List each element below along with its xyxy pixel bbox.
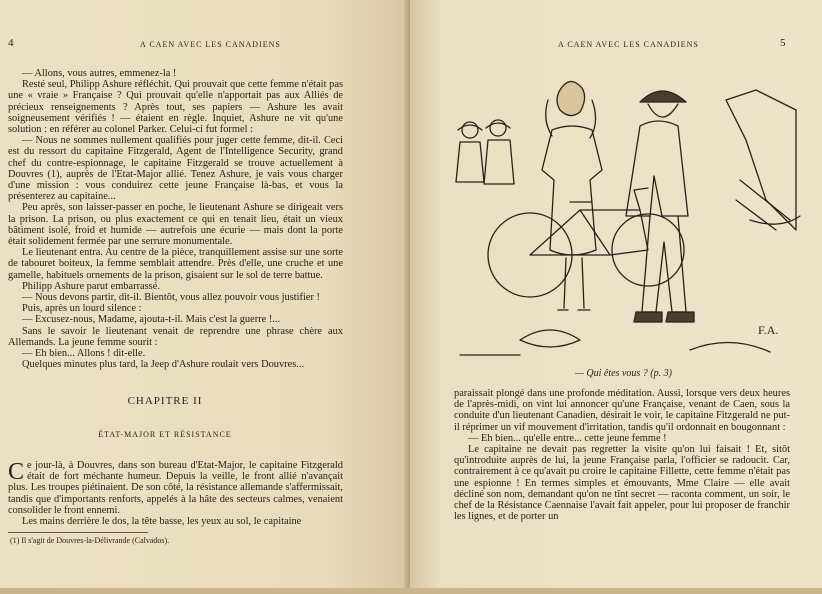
soldier-torso — [626, 121, 688, 216]
paragraph: — Allons, vous autres, emmenez-la ! — [22, 68, 177, 79]
chapter-subtitle: ÉTAT-MAJOR ET RÉSISTANCE — [98, 430, 232, 439]
paragraph: Quelques minutes plus tard, la Jeep d'Ashure roulait vers Douvres... — [22, 359, 305, 371]
page-number-right: 5 — [780, 37, 786, 49]
drop-cap: C — [8, 459, 25, 485]
soldier-body — [456, 142, 484, 182]
footnote: (1) Il s'agit de Douvres-la-Délivrande (Calvados). — [10, 536, 170, 545]
chapter-title: CHAPITRE II — [127, 395, 203, 407]
paragraph: — Eh bien... qu'elle entre... cette jeune femme ! — [468, 432, 667, 444]
page-number-left: 4 — [8, 37, 14, 49]
bicycle-frame — [530, 188, 648, 255]
illustration-caption: — Qui êtes vous ? (p. 3) — [575, 368, 672, 379]
paragraph: paraissait plongé dans une profonde méditation. Aussi, lorsque vers deux heures de l'après-midi, on vint lui annoncer qu'une Française, venant de Caen, sous la conduite d'un lieutenant Canadien, désirait le voir, le capitaine Fitzgerald ne put-il réprimer un vif mouvement d'irritation, tandis qu'il ordonnait en bougonnant : — [454, 388, 790, 433]
left-body-text — [8, 68, 343, 370]
paragraph: — Excusez-nous, Madame, ajouta-t-il. Mais c'est la guerre !... — [22, 314, 281, 326]
chapter-body-text — [8, 460, 343, 527]
helmet — [640, 91, 686, 102]
paragraph: Philipp Ashure parut embarrassé. — [22, 280, 160, 292]
paragraph: — Nous ne sommes nullement qualifiés pour juger cette femme, dit-il. Ceci est du ressort du capitaine Fitzgerald, Agent de l'Intelligence Security, grand chef du contre-espionnage, le capitaine Fitzgerald se trouve actuellement à Douvres (1), auprès de l'Etat-Major allié. Tenez Ashure, je vais vous charger d'une mission : vous conduirez cette jeune Française là-bas, et vous la présenterez au capitaine... — [8, 135, 343, 203]
paragraph: Resté seul, Philipp Ashure réfléchit. Qui prouvait que cette femme n'était pas une « vraie » Française ? Qui prouvait qu'elle n'apportait pas aux Alliés de précieux renseignements ? Après tout, ses papiers — Ashure les avait soigneusement vérifiés ! — étaient en règle. Inquiet, Ashure ne vit qu'une solution : en référer au colonel Parker. Celui-ci fut formel : — [8, 79, 343, 136]
paragraph: Le capitaine ne devait pas regretter la visite qu'on lui faisait ! Et, sitôt qu'introduite auprès de lui, la jeune Française parla, l'officier se radoucit. Car, contrairement à ce qu'avait pu croire le capitaine Fillette, cette femme n'était pas une espionne ! En termes simples et émouvants, Mme Claire — elle avait décliné son nom, demandant qu'on ne tînt secret — raconta comment, un soir, le chef de la Résistance Caennaise l'avait fait appeler, pour lui proposer de franchir les lignes, et de porter un — [454, 444, 790, 523]
paragraph: Le lieutenant entra. Au centre de la pièce, tranquillement assise sur une sorte de tabouret boiteux, la femme semblait attendre. Près d'elle, une cruche et une gamelle, habituels ornements de la prison, gisaient sur le sol de terre battue. — [8, 247, 343, 281]
soldier-boots — [634, 312, 694, 322]
page-bottom-edge — [0, 588, 822, 594]
soldier-body — [484, 140, 514, 184]
paragraph: e jour-là, à Douvres, dans son bureau d'Etat-Major, le capitaine Fitzgerald était de fort méchante humeur. Depuis la veille, le front allié n'avançait plus. Les troupes piétinaient. De son côté, la résistance allemande s'affermissait, tandis que d'importants renforts, appelés à la hâte des secteurs calmes, venaient consolider le front ennemi. — [8, 460, 343, 516]
left-page — [0, 0, 408, 594]
illustration — [440, 60, 810, 365]
footnote-rule — [8, 532, 148, 533]
illustration-signature: F.A. — [758, 323, 779, 337]
soldier-legs — [642, 216, 686, 312]
paragraph: — Eh bien... Allons ! dit-elle. — [22, 348, 146, 360]
ruins-rubble — [736, 180, 800, 230]
running-head-left: A CAEN AVEC LES CANADIENS — [140, 40, 281, 49]
paragraph: Sans le savoir le lieutenant venait de reprendre une phrase chère aux Allemands. La jeune femme sourit : — [8, 325, 343, 348]
ground-rubble — [460, 330, 770, 355]
soldier-face — [648, 104, 678, 117]
woman-legs — [564, 258, 584, 308]
right-body-text — [454, 388, 790, 522]
ruined-wall — [726, 90, 796, 230]
paragraph: Puis, après un lourd silence : — [22, 303, 142, 315]
paragraph: — Nous devons partir, dit-il. Bientôt, vous allez pouvoir vous justifier ! — [22, 292, 320, 304]
woman-head — [557, 81, 585, 115]
paragraph: Les mains derrière le dos, la tête basse, les yeux au sol, le capitaine — [22, 516, 302, 528]
paragraph: Peu après, son laisser-passer en poche, le lieutenant Ashure se dirigeait vers la prison. La prison, ou plus exactement ce qui en tenait lieu, était un vieux bâtiment isolé, froid et humide — autrefois une écurie — mais dont la porte était solidement fermée par une serrure monumentale. — [8, 202, 343, 248]
running-head-right: A CAEN AVEC LES CANADIENS — [558, 40, 699, 49]
